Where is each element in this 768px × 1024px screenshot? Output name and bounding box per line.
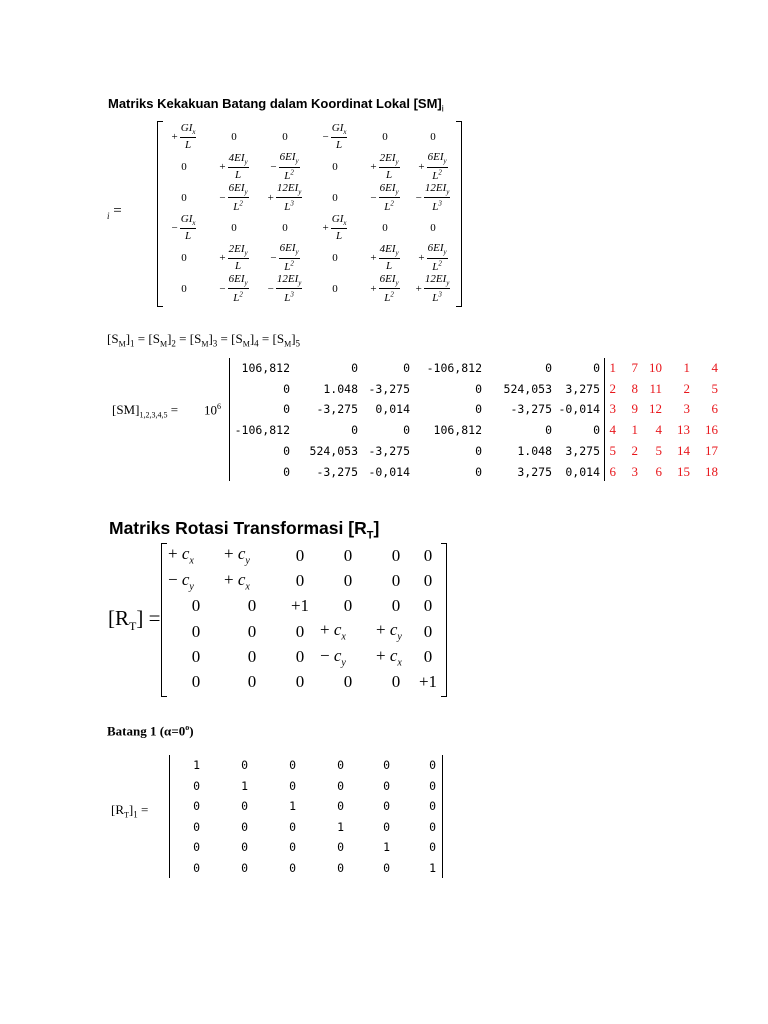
numeric-cell-5-2: -0,014 [368, 464, 410, 479]
dof-cell-0-0: 1 [609, 360, 616, 375]
numeric-cell-2-3: 0 [475, 402, 482, 417]
rt1-cell-4-3: 0 [337, 840, 344, 854]
dof-cell-3-4: 16 [705, 422, 718, 438]
rt1-cell-4-5: 0 [429, 840, 436, 854]
rt-cell-5-2: 0 [295, 672, 305, 692]
dof-cell-2-2: 12 [649, 401, 662, 417]
dof-cell-1-3: 2 [683, 380, 690, 396]
rt1-cell-3-1: 0 [241, 819, 248, 834]
symbolic-stiffness-matrix [160, 122, 456, 304]
sm-cell-3-2: 0 [282, 221, 288, 234]
rt-cell-0-3: 0 [343, 545, 353, 565]
sm-cell-5-3: 0 [332, 282, 338, 295]
rt-cell-4-5: 0 [423, 646, 433, 666]
numeric-cell-0-4: 0 [545, 361, 552, 375]
scale-factor: $10^6$ [204, 402, 221, 418]
numeric-cell-4-0: 0 [283, 443, 290, 458]
rt1-cell-3-4: 0 [383, 819, 390, 834]
equality-term: $[S_M]_1$ [107, 331, 135, 349]
rt1-cell-3-0: 0 [193, 819, 200, 834]
rt1-cell-0-2: 0 [289, 758, 296, 772]
numeric-cell-0-5: 0 [593, 361, 600, 375]
rt1-cell-1-5: 0 [429, 778, 436, 793]
rt-cell-1-3: 0 [343, 570, 353, 590]
numeric-cell-3-5: 0 [593, 423, 600, 438]
dof-cell-4-0: 5 [609, 442, 616, 458]
sm-cell-5-0: 0 [181, 282, 187, 295]
equality-term: $[S_M]_4$ [231, 331, 259, 349]
numeric-cell-0-0: 106,812 [241, 361, 290, 375]
dof-cell-1-1: 8 [631, 380, 638, 396]
sm-cell-5-1: − $\frac{6EI_y}{L^2}$ [219, 273, 248, 304]
dof-index-table [606, 358, 728, 482]
sm-matrix-label: $_i$ = [107, 203, 122, 221]
rt1-cell-0-4: 0 [383, 758, 390, 772]
numeric-cell-1-2: -3,275 [368, 381, 410, 396]
dof-cell-0-4: 4 [711, 360, 718, 375]
dof-cell-0-3: 1 [683, 360, 690, 375]
rt1-cell-5-4: 0 [383, 860, 390, 875]
rt-cell-1-5: 0 [423, 570, 433, 590]
rt1-cell-0-1: 0 [241, 758, 248, 772]
rt-cell-2-0: 0 [191, 596, 201, 616]
rt1-cell-0-3: 0 [337, 758, 344, 772]
numeric-cell-5-1: -3,275 [316, 464, 358, 479]
numeric-cell-2-0: 0 [283, 402, 290, 417]
dof-cell-1-0: 2 [609, 380, 616, 396]
numeric-cell-1-0: 0 [283, 381, 290, 396]
numeric-cell-4-5: 3,275 [565, 443, 600, 458]
rt-cell-3-2: 0 [295, 621, 305, 641]
sm-cell-0-2: 0 [282, 130, 288, 143]
sm-cell-2-0: 0 [181, 191, 187, 204]
numeric-cell-3-3: 106,812 [433, 423, 482, 438]
rt-cell-0-0: + $c_x$ [168, 544, 194, 567]
numeric-cell-0-1: 0 [351, 361, 358, 375]
numeric-cell-5-5: 0,014 [565, 464, 600, 479]
rt-cell-3-5: 0 [423, 621, 433, 641]
rt-cell-0-5: 0 [423, 545, 433, 565]
sm-cell-2-1: − $\frac{6EI_y}{L^2}$ [219, 182, 248, 213]
sm-cell-5-5: + $\frac{12EI_y}{L^3}$ [415, 273, 450, 304]
sm-cell-2-5: − $\frac{12EI_y}{L^3}$ [415, 182, 450, 213]
rt-cell-1-0: − $c_y$ [168, 569, 194, 593]
sm-cell-4-0: 0 [181, 251, 187, 264]
numeric-cell-2-2: 0,014 [375, 402, 410, 417]
sm-cell-3-0: − $\frac{GI_x}{L}$ [171, 213, 196, 243]
rt1-cell-1-3: 0 [337, 778, 344, 793]
rt-cell-4-4: + $c_x$ [376, 645, 402, 669]
sm-cell-1-0: 0 [181, 160, 187, 173]
rt-cell-5-5: +1 [418, 672, 438, 692]
numeric-cell-4-2: -3,275 [368, 443, 410, 458]
numeric-cell-5-0: 0 [283, 464, 290, 479]
numeric-matrix-label: $[SM]_{1,2,3,4,5}$ = [112, 402, 179, 420]
dof-cell-5-2: 6 [655, 463, 662, 479]
sm-cell-1-4: + $\frac{2EI_y}{L}$ [370, 152, 399, 182]
dof-cell-1-2: 11 [649, 380, 662, 396]
batang1-heading: Batang 1 $(\alpha=0^o)$ [107, 723, 194, 739]
dof-cell-3-0: 4 [609, 422, 616, 438]
dof-cell-4-2: 5 [655, 442, 662, 458]
rt-cell-0-1: + $c_y$ [224, 544, 250, 567]
numeric-cell-5-4: 3,275 [517, 464, 552, 479]
dof-cell-4-1: 2 [631, 442, 638, 458]
rt-cell-5-1: 0 [247, 672, 257, 692]
sm-cell-4-4: + $\frac{4EI_y}{L}$ [370, 243, 399, 273]
dof-cell-5-0: 6 [609, 463, 616, 479]
equality-term: $[S_M]_3$ [189, 331, 218, 349]
rt-cell-2-1: 0 [247, 596, 257, 616]
sm-cell-2-3: 0 [332, 191, 338, 204]
rt-matrix-label: $[R_T]$ = [108, 606, 161, 634]
numeric-cell-0-2: 0 [403, 361, 410, 375]
sm-cell-2-2: + $\frac{12EI_y}{L^3}$ [267, 182, 302, 213]
sm-cell-0-1: 0 [231, 130, 237, 143]
rt-cell-5-3: 0 [343, 672, 353, 692]
dof-cell-2-3: 3 [683, 401, 690, 417]
rt-cell-2-2: +1 [290, 596, 310, 616]
rt1-cell-5-0: 0 [193, 860, 200, 875]
dof-separator [604, 358, 605, 481]
rt1-cell-4-2: 0 [289, 840, 296, 854]
rt-cell-3-0: 0 [191, 621, 201, 641]
numeric-cell-1-5: 3,275 [565, 381, 600, 396]
dof-cell-2-0: 3 [609, 401, 616, 417]
rt1-cell-2-5: 0 [429, 799, 436, 813]
sm-cell-5-2: − $\frac{12EI_y}{L^3}$ [267, 273, 302, 304]
rt-cell-4-3: − $c_y$ [320, 645, 346, 669]
sm-cell-0-3: − $\frac{GI_x}{L}$ [322, 122, 347, 152]
sm-cell-4-1: + $\frac{2EI_y}{L}$ [219, 243, 248, 273]
numeric-stiffness-matrix [232, 358, 600, 482]
numeric-cell-3-4: 0 [545, 423, 552, 438]
rt1-cell-2-3: 0 [337, 799, 344, 813]
rt-cell-2-5: 0 [423, 596, 433, 616]
rt-cell-1-1: + $c_x$ [224, 569, 250, 593]
rt-matrix-left-bracket [161, 543, 167, 697]
numeric-cell-4-3: 0 [475, 443, 482, 458]
rt1-cell-5-5: 1 [429, 860, 436, 875]
dof-cell-4-3: 14 [677, 442, 690, 458]
rt1-cell-3-3: 1 [337, 819, 344, 834]
rt-cell-5-0: 0 [191, 672, 201, 692]
dof-cell-5-4: 18 [705, 463, 718, 479]
rt1-cell-1-1: 1 [241, 778, 248, 793]
dof-cell-3-2: 4 [655, 422, 662, 438]
numeric-cell-3-1: 0 [351, 423, 358, 438]
rt1-cell-4-0: 0 [193, 840, 200, 854]
numeric-cell-2-1: -3,275 [316, 402, 358, 417]
rt-cell-4-2: 0 [295, 646, 305, 666]
sm-cell-3-1: 0 [231, 221, 237, 234]
dof-cell-0-2: 10 [649, 360, 662, 375]
rt1-cell-5-3: 0 [337, 860, 344, 875]
numeric-cell-2-5: -0,014 [558, 402, 600, 417]
equality-term: $[S_M]_2$ [148, 331, 176, 349]
rt-cell-3-3: + $c_x$ [320, 620, 346, 643]
numeric-cell-3-0: -106,812 [234, 423, 290, 438]
numeric-cell-0-3: -106,812 [426, 361, 482, 375]
sm-matrix-right-bracket [456, 121, 462, 307]
sm-cell-1-1: + $\frac{4EI_y}{L}$ [219, 152, 248, 182]
numeric-cell-1-3: 0 [475, 381, 482, 396]
sm-cell-4-2: − $\frac{6EI_y}{L^2}$ [270, 242, 299, 274]
rt1-cell-2-1: 0 [241, 799, 248, 813]
rt-cell-1-4: 0 [391, 570, 401, 590]
sm-cell-0-5: 0 [430, 130, 436, 143]
sm-cell-3-4: 0 [382, 221, 388, 234]
rt1-cell-1-2: 0 [289, 778, 296, 793]
sm-cell-1-2: − $\frac{6EI_y}{L^2}$ [270, 151, 299, 183]
numeric-cell-4-1: 524,053 [309, 443, 358, 458]
rt1-cell-3-5: 0 [429, 819, 436, 834]
rt1-matrix-right-bar [442, 755, 443, 878]
rt-matrix-right-bracket [441, 543, 447, 697]
sm-cell-0-4: 0 [382, 130, 388, 143]
dof-cell-3-3: 13 [677, 422, 690, 438]
rt-cell-0-2: 0 [295, 545, 305, 565]
stiffness-matrix-heading: Matriks Kekakuan Batang dalam Koordinat Lokal $[SM]_i$ [108, 96, 444, 114]
rt1-cell-2-4: 0 [383, 799, 390, 813]
rt1-cell-4-4: 1 [383, 840, 390, 854]
rt1-cell-0-5: 0 [429, 758, 436, 772]
sm-cell-3-3: + $\frac{GI_x}{L}$ [322, 213, 347, 243]
sm-cell-4-3: 0 [332, 251, 338, 264]
rt-cell-3-4: + $c_y$ [376, 620, 402, 643]
rt-cell-1-2: 0 [295, 570, 305, 590]
rt-cell-2-4: 0 [391, 596, 401, 616]
dof-cell-2-4: 6 [711, 401, 718, 417]
numeric-cell-5-3: 0 [475, 464, 482, 479]
dof-cell-3-1: 1 [631, 422, 638, 438]
rt-cell-4-1: 0 [247, 646, 257, 666]
numeric-cell-2-4: -3,275 [510, 402, 552, 417]
equality-line: $[S_M]_1 = [S_M]_2 = [S_M]_3 = [S_M]_4 = [S_M]_5$ [107, 331, 301, 349]
numeric-cell-1-1: 1.048 [323, 381, 358, 396]
dof-cell-1-4: 5 [711, 380, 718, 396]
rt-cell-2-3: 0 [343, 596, 353, 616]
numeric-cell-4-4: 1.048 [517, 443, 552, 458]
rt-cell-3-1: 0 [247, 621, 257, 641]
dof-cell-4-4: 17 [705, 442, 718, 458]
rt1-cell-1-4: 0 [383, 778, 390, 793]
dof-cell-5-3: 15 [677, 463, 690, 479]
sm-cell-0-0: + $\frac{GI_x}{L}$ [171, 122, 196, 152]
rt1-cell-1-0: 0 [193, 778, 200, 793]
sm-cell-1-3: 0 [332, 160, 338, 173]
sm-cell-5-4: + $\frac{6EI_y}{L^2}$ [370, 273, 399, 304]
rt1-cell-5-2: 0 [289, 860, 296, 875]
symbolic-rotation-matrix [168, 543, 440, 695]
rt1-cell-2-0: 0 [193, 799, 200, 813]
numeric-cell-3-2: 0 [403, 423, 410, 438]
rt-cell-0-4: 0 [391, 545, 401, 565]
rt-cell-5-4: 0 [391, 672, 401, 692]
rt1-matrix-left-bar [169, 755, 170, 878]
rt1-cell-5-1: 0 [241, 860, 248, 875]
dof-cell-5-1: 3 [631, 463, 638, 479]
numeric-cell-1-4: 524,053 [503, 381, 552, 396]
sm-cell-1-5: + $\frac{6EI_y}{L^2}$ [418, 151, 447, 183]
numeric-matrix-left-bar [229, 358, 230, 481]
dof-cell-0-1: 7 [631, 360, 638, 375]
rt1-matrix-label: $[R_T]_1$ = [111, 802, 149, 820]
rt1-numeric-matrix [172, 755, 436, 878]
dof-cell-2-1: 9 [631, 401, 638, 417]
rt1-cell-3-2: 0 [289, 819, 296, 834]
equality-term: $[S_M]_5$ [272, 331, 301, 349]
rt1-cell-2-2: 1 [289, 799, 296, 813]
sm-cell-3-5: 0 [430, 221, 436, 234]
rt1-cell-0-0: 1 [193, 758, 200, 772]
sm-cell-2-4: − $\frac{6EI_y}{L^2}$ [370, 182, 399, 213]
rt1-cell-4-1: 0 [241, 840, 248, 854]
rotation-matrix-heading: Matriks Rotasi Transformasi $[R_T]$ [109, 518, 380, 542]
rt-cell-4-0: 0 [191, 646, 201, 666]
sm-cell-4-5: + $\frac{6EI_y}{L^2}$ [418, 242, 447, 274]
